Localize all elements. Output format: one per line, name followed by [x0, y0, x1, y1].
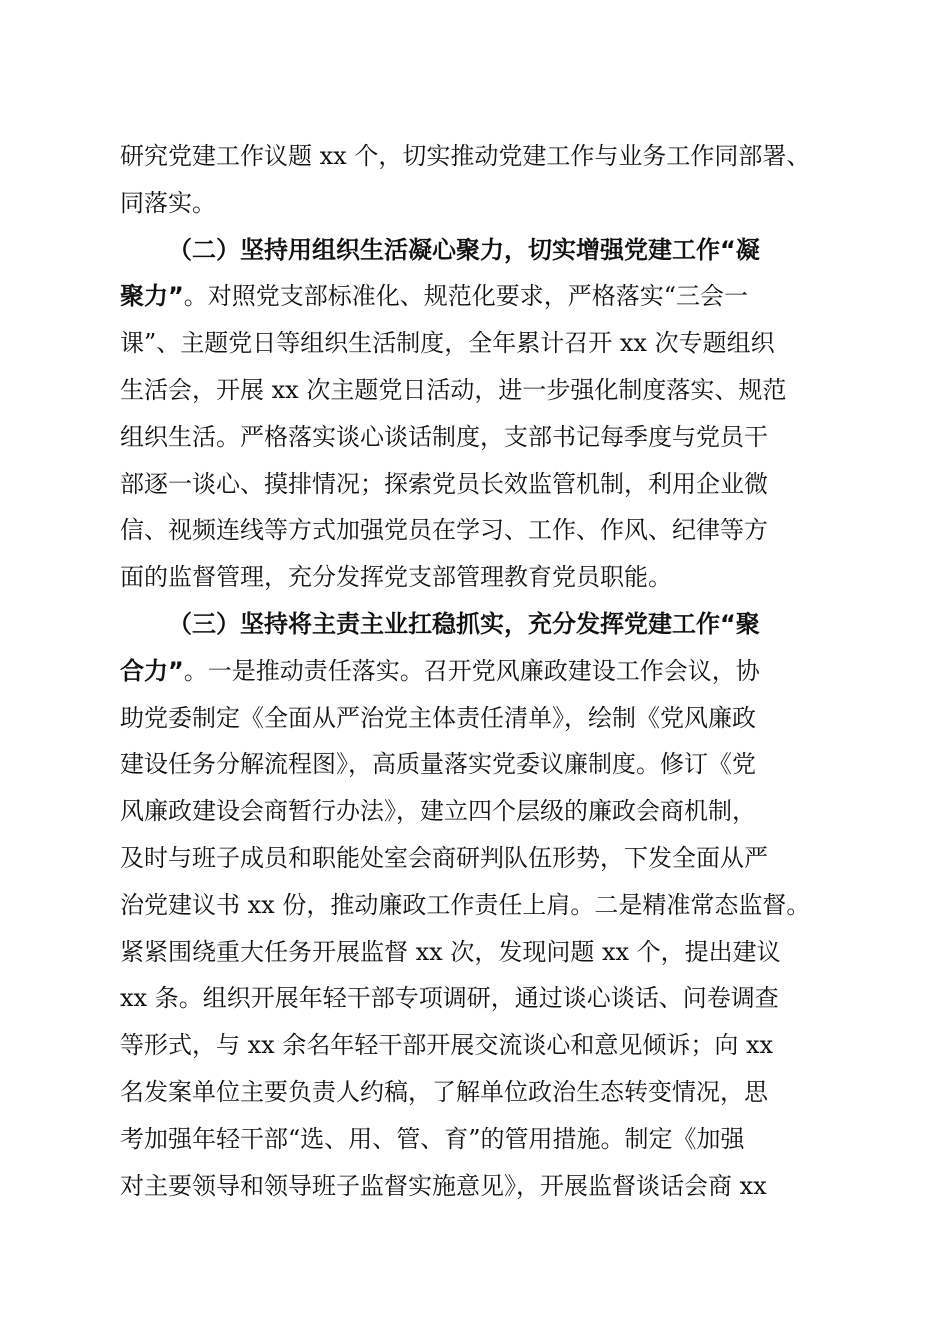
text-line: 考加强年轻干部“选、用、管、育”的管用措施。制定《加强: [120, 1124, 745, 1153]
text-line: 对主要领导和领导班子监督实施意见》，开展监督谈话会商 xx: [120, 1171, 767, 1200]
text-line: 治党建议书 xx 份，推动廉政工作责任上肩。二是精准常态监督。: [120, 890, 811, 919]
text-line: 研究党建工作议题 xx 个，切实推动党建工作与业务工作同部署、: [120, 142, 811, 170]
section-heading-2: （二）坚持用组织生活凝心聚力，切实增强党建工作“凝: [168, 235, 760, 264]
text-line: [120, 648, 838, 695]
paragraph-1: [120, 133, 838, 227]
text-line: 课”、主题党日等组织生活制度，全年累计召开 xx 次专题组织: [120, 329, 775, 358]
text-line-rest: 。对照党支部标准化、规范化要求，严格落实“三会一: [183, 282, 749, 311]
text-line-rest: 。一是推动责任落实。召开党风廉政建设工作会议，协: [183, 656, 760, 685]
document-page: [120, 133, 838, 1209]
text-line: 信、视频连线等方式加强党员在学习、工作、作风、纪律等方: [120, 516, 768, 545]
text-line: 助党委制定《全面从严治党主体责任清单》，绘制《党风廉政: [120, 703, 756, 732]
paragraph-2: [120, 227, 838, 601]
text-line: 及时与班子成员和职能处室会商研判队伍形势，下发全面从严: [120, 843, 768, 872]
text-line: 等形式，与 xx 余名年轻干部开展交流谈心和意见倾诉；向 xx: [120, 1031, 774, 1060]
text-line: 紧紧围绕重大任务开展监督 xx 次，发现问题 xx 个，提出建议: [120, 937, 781, 966]
text-line: 风廉政建设会商暂行办法》，建立四个层级的廉政会商机制，: [120, 797, 756, 826]
section-heading-3: （三）坚持将主责主业扛稳抓实，充分发挥党建工作“聚: [168, 609, 760, 638]
text-line: 同落实。: [120, 188, 216, 217]
text-line: 面的监督管理，充分发挥党支部管理教育党员职能。: [120, 563, 672, 592]
text-line: 组织生活。严格落实谈心谈话制度，支部书记每季度与党员干: [120, 422, 768, 451]
section-heading-2-tail: 聚力”: [120, 282, 184, 311]
text-line: 名发案单位主要负责人约稿，了解单位政治生态转变情况，思: [120, 1077, 768, 1106]
text-line: 部逐一谈心、摸排情况；探索党员长效监管机制，利用企业微: [120, 469, 768, 498]
section-heading-3-tail: 合力”: [120, 656, 184, 685]
paragraph-3: [120, 601, 838, 1209]
text-line: [120, 273, 838, 320]
text-line: xx 条。组织开展年轻干部专项调研，通过谈心谈话、问卷调查: [120, 984, 779, 1013]
text-line: 建设任务分解流程图》，高质量落实党委议廉制度。修订《党: [120, 750, 756, 779]
text-line: 生活会，开展 xx 次主题党日活动，进一步强化制度落实、规范: [120, 375, 787, 404]
